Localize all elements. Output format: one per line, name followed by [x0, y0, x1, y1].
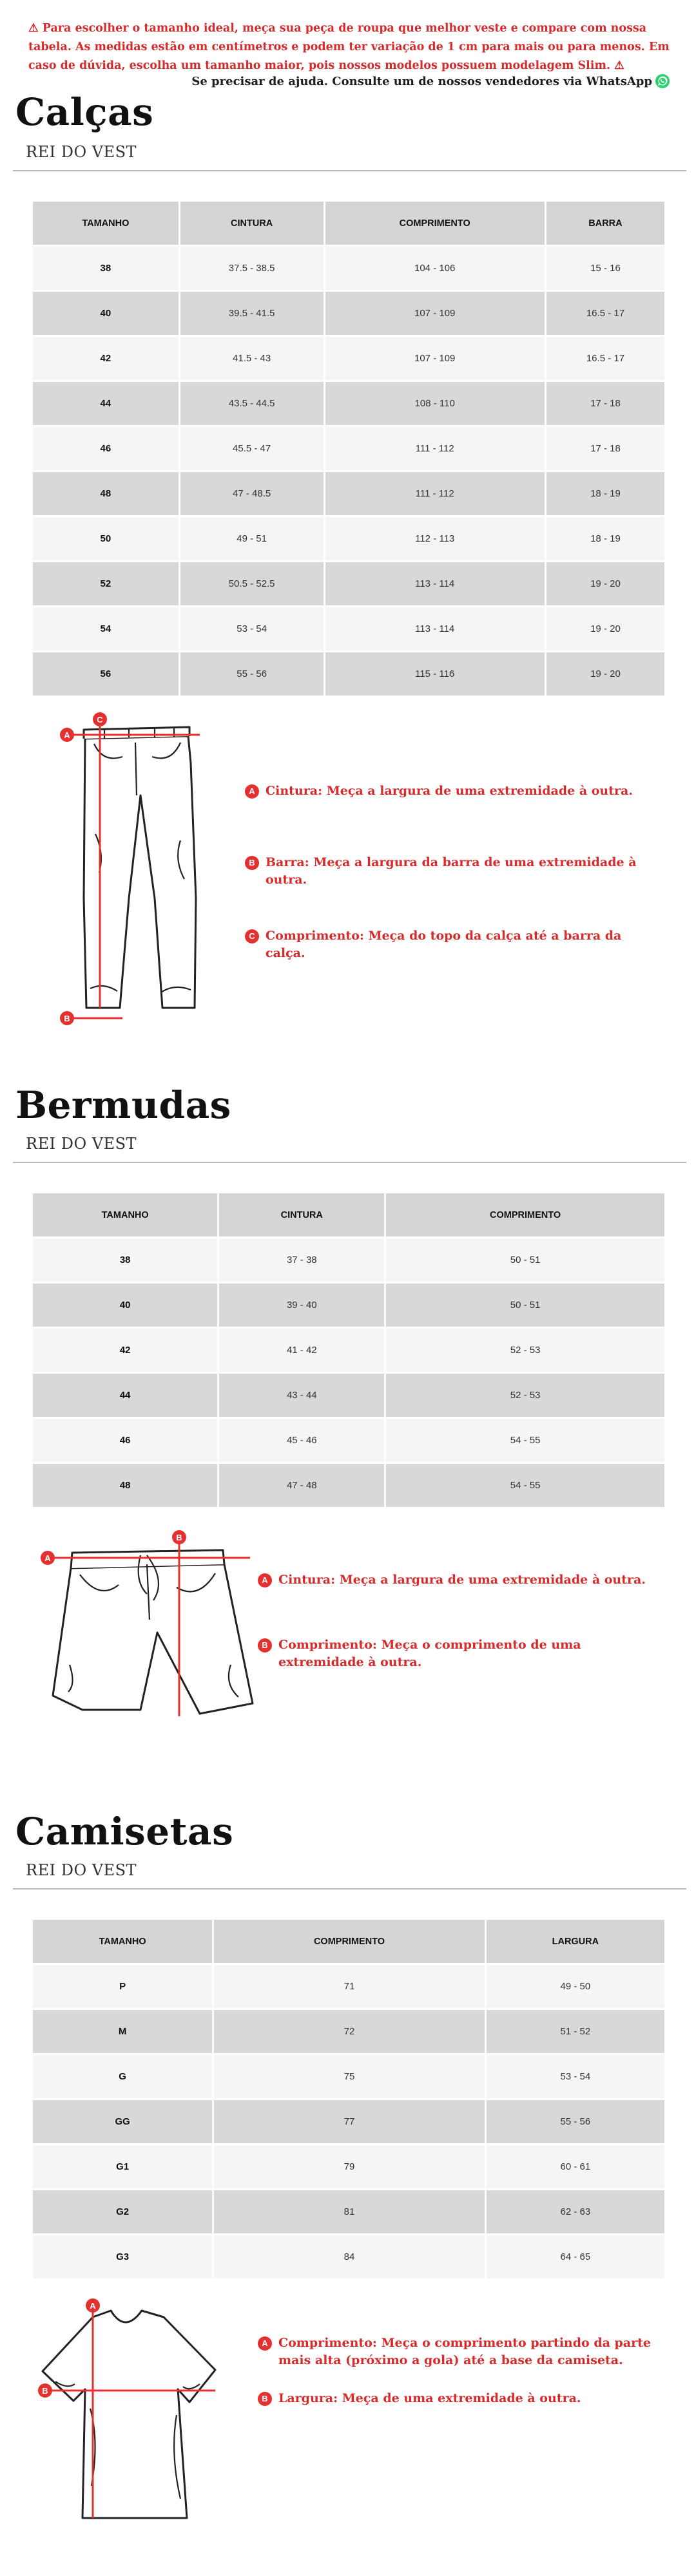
size-cell: 42 — [33, 1329, 217, 1372]
marker-c: C — [97, 715, 103, 724]
whatsapp-help[interactable] — [191, 73, 670, 89]
measure-cell: 15 - 16 — [546, 247, 664, 290]
legend-text: Comprimento: Meça o comprimento partindo da parte mais alta (próximo a gola) até a base da camiseta. — [278, 2336, 651, 2367]
measure-cell: 19 - 20 — [546, 607, 664, 650]
measure-cell: 50 - 51 — [386, 1283, 664, 1327]
legend-badge: B — [258, 2392, 272, 2406]
whatsapp-icon[interactable] — [655, 73, 670, 89]
column-header: CINTURA — [180, 202, 324, 245]
size-cell: 46 — [33, 427, 179, 470]
size-cell: 52 — [33, 562, 179, 605]
legend-badge: B — [245, 856, 259, 870]
table-row — [33, 2145, 664, 2188]
marker-a: A — [44, 1553, 51, 1563]
measure-cell: 52 - 53 — [386, 1329, 664, 1372]
size-cell: GG — [33, 2100, 212, 2143]
size-cell: 38 — [33, 247, 179, 290]
measure-cell: 71 — [214, 1965, 485, 2008]
measure-cell: 47 - 48 — [219, 1464, 384, 1507]
measure-cell: 108 - 110 — [325, 382, 545, 425]
measure-cell: 84 — [214, 2235, 485, 2278]
section-title-calcas: Calças — [15, 90, 154, 134]
measure-cell: 47 - 48.5 — [180, 472, 324, 515]
legend-text: Barra: Meça a largura da barra de uma extremidade à outra. — [266, 855, 637, 887]
measure-cell: 51 - 52 — [487, 2010, 664, 2053]
column-header: COMPRIMENTO — [325, 202, 545, 245]
size-cell: P — [33, 1965, 212, 2008]
table-row — [33, 607, 664, 650]
column-header: TAMANHO — [33, 202, 179, 245]
marker-a: A — [64, 730, 70, 740]
legend-text: Cintura: Meça a largura de uma extremidade à outra. — [278, 1573, 646, 1587]
measure-cell: 111 - 112 — [325, 472, 545, 515]
measure-cell: 17 - 18 — [546, 427, 664, 470]
measure-cell: 19 - 20 — [546, 562, 664, 605]
tshirt-illustration — [28, 2293, 235, 2537]
divider — [13, 1162, 686, 1163]
measure-cell: 107 - 109 — [325, 292, 545, 335]
size-cell: 40 — [33, 1283, 217, 1327]
size-cell: G2 — [33, 2190, 212, 2233]
table-row — [33, 247, 664, 290]
measure-cell: 53 - 54 — [180, 607, 324, 650]
size-cell: G1 — [33, 2145, 212, 2188]
brand-label: REI DO VEST — [26, 1861, 137, 1879]
table-row — [33, 562, 664, 605]
measure-cell: 19 - 20 — [546, 652, 664, 696]
legend-text: Largura: Meça de uma extremidade à outra. — [278, 2391, 581, 2405]
size-cell: G3 — [33, 2235, 212, 2278]
table-row — [33, 2055, 664, 2098]
marker-b: B — [42, 2386, 48, 2396]
table-row — [33, 2235, 664, 2278]
measure-cell: 39.5 - 41.5 — [180, 292, 324, 335]
size-cell: 46 — [33, 1419, 217, 1462]
measure-cell: 45 - 46 — [219, 1419, 384, 1462]
measure-cell: 39 - 40 — [219, 1283, 384, 1327]
legend-badge: A — [258, 1573, 272, 1587]
measure-cell: 107 - 109 — [325, 337, 545, 380]
table-row — [33, 1419, 664, 1462]
table-row — [33, 2190, 664, 2233]
shorts-illustration — [37, 1523, 263, 1736]
table-row — [33, 292, 664, 335]
size-cell: 50 — [33, 517, 179, 560]
measure-cell: 54 - 55 — [386, 1464, 664, 1507]
column-header: CINTURA — [219, 1193, 384, 1236]
measure-cell: 75 — [214, 2055, 485, 2098]
measure-cell: 45.5 - 47 — [180, 427, 324, 470]
help-text: Se precisar de ajuda. Consulte um de nossos vendedores via WhatsApp — [191, 74, 652, 88]
measure-cell: 72 — [214, 2010, 485, 2053]
measure-cell: 50.5 - 52.5 — [180, 562, 324, 605]
table-row — [33, 1329, 664, 1372]
legend-camisetas — [258, 2334, 664, 2407]
table-row — [33, 652, 664, 696]
legend-item — [258, 2390, 664, 2407]
measure-cell: 55 - 56 — [180, 652, 324, 696]
size-cell: 40 — [33, 292, 179, 335]
measure-cell: 54 - 55 — [386, 1419, 664, 1462]
size-cell: 44 — [33, 1374, 217, 1417]
brand-label: REI DO VEST — [26, 143, 137, 161]
table-header-row — [33, 1193, 664, 1236]
measure-cell: 50 - 51 — [386, 1238, 664, 1282]
size-table-calcas — [31, 200, 666, 697]
measure-cell: 43 - 44 — [219, 1374, 384, 1417]
measure-cell: 49 - 51 — [180, 517, 324, 560]
divider — [13, 170, 686, 171]
section-title-bermudas: Bermudas — [15, 1083, 231, 1127]
measure-cell: 111 - 112 — [325, 427, 545, 470]
table-row — [33, 517, 664, 560]
column-header: TAMANHO — [33, 1193, 217, 1236]
brand-label: REI DO VEST — [26, 1135, 137, 1153]
table-header-row — [33, 1920, 664, 1963]
size-cell: 38 — [33, 1238, 217, 1282]
measure-cell: 113 - 114 — [325, 562, 545, 605]
legend-item — [258, 1636, 664, 1671]
marker-b: B — [64, 1014, 70, 1023]
pants-illustration — [58, 705, 213, 1040]
legend-bermudas — [258, 1571, 664, 1671]
measure-cell: 49 - 50 — [487, 1965, 664, 2008]
legend-item — [258, 1571, 664, 1589]
legend-badge: A — [245, 784, 259, 799]
size-cell: 42 — [33, 337, 179, 380]
table-row — [33, 472, 664, 515]
measure-cell: 41.5 - 43 — [180, 337, 324, 380]
measure-cell: 113 - 114 — [325, 607, 545, 650]
legend-text: Cintura: Meça a largura de uma extremidade à outra. — [266, 784, 633, 798]
measure-cell: 77 — [214, 2100, 485, 2143]
legend-item — [245, 927, 657, 962]
legend-calcas — [245, 782, 657, 962]
measure-cell: 81 — [214, 2190, 485, 2233]
column-header: BARRA — [546, 202, 664, 245]
measure-cell: 16.5 - 17 — [546, 292, 664, 335]
size-table-camisetas — [31, 1918, 666, 2280]
legend-text: Comprimento: Meça do topo da calça até a barra da calça. — [266, 929, 622, 960]
measure-cell: 62 - 63 — [487, 2190, 664, 2233]
size-cell: 54 — [33, 607, 179, 650]
measure-cell: 37.5 - 38.5 — [180, 247, 324, 290]
legend-item — [245, 782, 657, 800]
column-header: TAMANHO — [33, 1920, 212, 1963]
section-title-camisetas: Camisetas — [15, 1810, 234, 1853]
measure-cell: 115 - 116 — [325, 652, 545, 696]
table-row — [33, 2100, 664, 2143]
table-row — [33, 1238, 664, 1282]
legend-badge: A — [258, 2336, 272, 2351]
table-row — [33, 1374, 664, 1417]
table-row — [33, 382, 664, 425]
measure-cell: 55 - 56 — [487, 2100, 664, 2143]
size-cell: 48 — [33, 1464, 217, 1507]
legend-item — [258, 2334, 664, 2369]
measure-cell: 17 - 18 — [546, 382, 664, 425]
size-cell: 44 — [33, 382, 179, 425]
divider — [13, 1888, 686, 1889]
legend-item — [245, 854, 657, 889]
marker-b: B — [176, 1533, 182, 1542]
column-header: COMPRIMENTO — [386, 1193, 664, 1236]
measure-cell: 37 - 38 — [219, 1238, 384, 1282]
marker-a: A — [90, 2301, 96, 2311]
legend-text: Comprimento: Meça o comprimento de uma extremidade à outra. — [278, 1638, 581, 1669]
legend-badge: B — [258, 1638, 272, 1653]
measure-cell: 16.5 - 17 — [546, 337, 664, 380]
size-cell: M — [33, 2010, 212, 2053]
size-notice: ⚠ Para escolher o tamanho ideal, meça sua peça de roupa que melhor veste e compare com nossa tabela. As medidas estão em centímetros e podem ter variação de 1 cm para mais ou para menos. Em caso de dúvida, escolha um tamanho maior, pois nossos modelos possuem modelagem Slim. ⚠ — [28, 22, 670, 72]
measure-cell: 79 — [214, 2145, 485, 2188]
measure-cell: 60 - 61 — [487, 2145, 664, 2188]
measure-cell: 41 - 42 — [219, 1329, 384, 1372]
table-row — [33, 1283, 664, 1327]
table-header-row — [33, 202, 664, 245]
measure-cell: 18 - 19 — [546, 517, 664, 560]
table-row — [33, 337, 664, 380]
size-cell: G — [33, 2055, 212, 2098]
measure-cell: 52 - 53 — [386, 1374, 664, 1417]
table-row — [33, 1464, 664, 1507]
size-table-bermudas — [31, 1191, 666, 1509]
measure-cell: 53 - 54 — [487, 2055, 664, 2098]
table-row — [33, 2010, 664, 2053]
column-header: COMPRIMENTO — [214, 1920, 485, 1963]
measure-cell: 64 - 65 — [487, 2235, 664, 2278]
measure-cell: 112 - 113 — [325, 517, 545, 560]
measure-cell: 18 - 19 — [546, 472, 664, 515]
column-header: LARGURA — [487, 1920, 664, 1963]
measure-cell: 43.5 - 44.5 — [180, 382, 324, 425]
legend-badge: C — [245, 929, 259, 943]
table-row — [33, 1965, 664, 2008]
table-row — [33, 427, 664, 470]
size-cell: 56 — [33, 652, 179, 696]
size-cell: 48 — [33, 472, 179, 515]
measure-cell: 104 - 106 — [325, 247, 545, 290]
